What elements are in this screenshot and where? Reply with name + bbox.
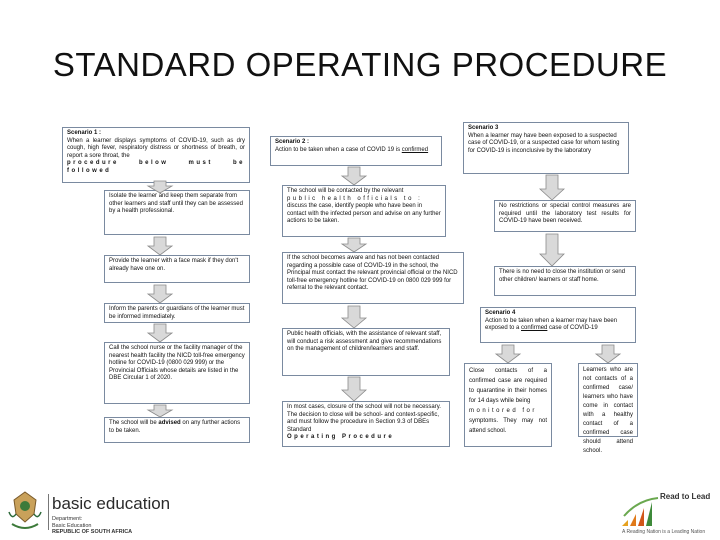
read-to-lead-logo xyxy=(620,496,666,530)
read-to-lead-title: Read to Lead xyxy=(660,492,711,501)
no-closure-text: There is no need to close the institution or send other children/ learners or staff home. xyxy=(499,269,626,283)
no-closure-box xyxy=(494,266,636,296)
scenario-4-confirmed: confirmed xyxy=(521,325,548,332)
down-arrow-icon xyxy=(146,285,174,303)
scenario-3-box xyxy=(463,122,629,174)
down-arrow-icon xyxy=(340,238,368,252)
down-arrow-icon xyxy=(538,175,566,200)
non-contacts-box xyxy=(578,363,638,454)
flowchart xyxy=(56,117,638,454)
scenario-2-heading: Scenario 2 : xyxy=(275,139,310,145)
principal-contact-text: If the school becomes aware and has not been contacted regarding a possible case of COVID-19 in the school, the Principal must contact the relevant provincial official or the NICD toll-free emergency hotline for COVID-19 on 0800 029 999 for referral to the relevant contact. xyxy=(287,255,458,292)
no-restrictions-text: No restrictions or special control measures are required until the laboratory test results for COVID-19 have been received. xyxy=(499,203,631,225)
read-to-lead-tagline: A Reading Nation is a Leading Nation xyxy=(622,529,706,535)
school-closure-tail: Operating Procedure xyxy=(287,434,395,441)
close-contacts-text: Close contacts of a confirmed case are required to quarantine in their homes for 14 days while being xyxy=(469,368,547,404)
non-contacts-text: Learners who are not contacts of a confirmed case/ learners who have come in contact with a healthy contact of a confirmed case should attend school. xyxy=(583,367,633,454)
department-logo-text xyxy=(52,494,170,536)
call-nurse-box xyxy=(104,342,250,404)
scenario-3-heading: Scenario 3 xyxy=(468,125,499,131)
scenario-2-text: Action to be taken when a case of COVID 19 is xyxy=(275,146,402,153)
scenario-3-text: When a learner may have been exposed to a suspected case of COVID-19, or a suspected case for whom testing for COVID-19 is inconclusive by the laboratory xyxy=(468,132,620,154)
down-arrow-icon xyxy=(340,377,368,401)
down-arrow-icon xyxy=(538,234,566,266)
risk-assessment-box xyxy=(282,328,450,376)
scenario-1-box xyxy=(62,127,250,183)
inform-parents-text: Inform the parents or guardians of the learner must be informed immediately. xyxy=(109,306,245,320)
no-restrictions-box xyxy=(494,200,636,232)
school-advised-pre: The school will be xyxy=(109,420,159,426)
school-closure-text: In most cases, closure of the school will not be necessary. The decision to close will be school- and context-specific, and must follow the procedure in Section 9.3 of DBEs Standard xyxy=(287,404,441,433)
scenario-4-text: Action to be taken when a learner may have been exposed to a xyxy=(485,317,618,332)
coat-of-arms-logo xyxy=(6,490,44,534)
down-arrow-icon xyxy=(594,345,622,363)
health-officials-spaced: public health officials to : xyxy=(287,195,423,202)
scenario-1-tail: procedure below must be followed xyxy=(67,160,245,174)
scenario-1-heading: Scenario 1 : xyxy=(67,130,102,136)
scenario-2-box xyxy=(270,136,442,166)
close-contacts-box xyxy=(464,363,552,447)
department-line-1: Department: xyxy=(52,516,83,522)
health-officials-box xyxy=(282,185,446,237)
down-arrow-icon xyxy=(146,237,174,255)
down-arrow-icon xyxy=(146,324,174,342)
close-contacts-spaced: monitored for xyxy=(469,408,537,414)
down-arrow-icon xyxy=(340,306,368,328)
scenario-4-post: case of COVID-19 xyxy=(547,325,598,332)
department-subtext xyxy=(52,516,170,536)
principal-contact-box xyxy=(282,252,464,304)
school-closure-box xyxy=(282,401,450,447)
scenario-4-heading: Scenario 4 xyxy=(485,310,516,316)
down-arrow-icon xyxy=(340,167,368,185)
isolate-learner-text: Isolate the learner and keep them separate from other learners and staff until they can be assessed by a health professional. xyxy=(109,193,243,215)
department-line-2: Basic Education xyxy=(52,522,92,529)
down-arrow-icon xyxy=(146,181,174,193)
department-name: basic education xyxy=(52,494,171,513)
inform-parents-box xyxy=(104,303,250,323)
scenario-1-text: When a learner displays symptoms of COVID-19, such as dry cough, high fever, respiratory distress or shortness of breath, or report a sore throat, the xyxy=(67,137,245,159)
scenario-2-confirmed: confirmed xyxy=(401,146,429,153)
down-arrow-icon xyxy=(146,405,174,417)
face-mask-text: Provide the learner with a face mask if they don't already have one on. xyxy=(109,258,239,272)
logo-divider xyxy=(48,494,49,530)
school-advised-box xyxy=(104,417,250,443)
slide-title: STANDARD OPERATING PROCEDURE xyxy=(52,46,668,83)
school-advised-post: on any further actions to be taken. xyxy=(109,420,241,434)
school-advised-bold: advised xyxy=(158,420,181,426)
health-officials-tail: discuss the case, identify people who have been in contact with the infected person and advise on any further actions to be taken. xyxy=(287,203,441,225)
call-nurse-text: Call the school nurse or the facility manager of the nearest health facility the NICD toll-free emergency hotline for COVID-19 (0800 029 999) or the Provincial Officials whose details are listed in the DBE Circular 1 of 2020. xyxy=(109,345,245,382)
down-arrow-icon xyxy=(494,345,522,363)
risk-assessment-text: Public health officials, with the assistance of relevant staff, will conduct a risk assessment and give recommendations on the management of children/learners and staff. xyxy=(287,331,442,353)
department-line-3: REPUBLIC OF SOUTH AFRICA xyxy=(52,529,133,536)
scenario-4-box xyxy=(480,307,636,343)
close-contacts-tail: symptoms. They may not attend school. xyxy=(469,418,547,434)
health-officials-text: The school will be contacted by the relevant xyxy=(287,188,404,194)
isolate-learner-box xyxy=(104,190,250,235)
face-mask-box xyxy=(104,255,250,283)
